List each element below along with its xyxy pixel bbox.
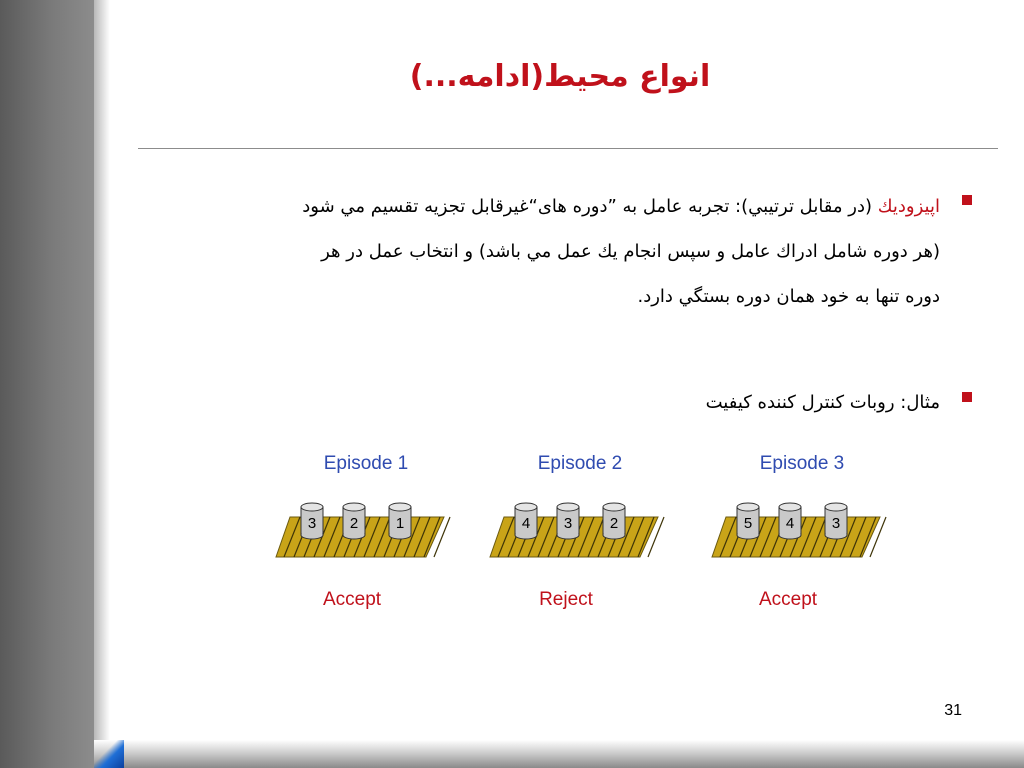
title-divider [138, 148, 998, 149]
cylinder-part [825, 503, 847, 539]
cylinder-part [301, 503, 323, 539]
bullet-1-line-1-text: (در مقابل ترتيبي): تجربه عامل به ”دوره هاى“غيرقابل تجزيه تقسيم مي شود [302, 196, 878, 217]
episode-3-result: Accept [758, 589, 818, 610]
episode-3-conveyor [708, 495, 888, 565]
cylinder-number: 3 [563, 515, 573, 532]
cylinder-part [737, 503, 759, 539]
corner-accent [94, 740, 124, 768]
episode-2-label: Episode 2 [537, 453, 623, 474]
cylinder-number: 4 [785, 515, 795, 532]
bullet-1-highlight: اپيزوديك [877, 196, 940, 217]
episode-1-conveyor [272, 495, 452, 565]
bottom-decorative-bar [94, 740, 1024, 768]
cylinder-part [557, 503, 579, 539]
slide-title: انواع محيط(ادامه...) [409, 59, 711, 94]
bullet-marker-1 [962, 195, 972, 205]
left-decorative-bar [0, 0, 94, 768]
cylinder-part [515, 503, 537, 539]
cylinder-number: 2 [349, 515, 359, 532]
cylinder-part [779, 503, 801, 539]
bullet-2-text: مثال: روبات كنترل كننده كيفيت [705, 392, 940, 413]
episode-2-conveyor [486, 495, 666, 565]
episode-3-label: Episode 3 [759, 453, 845, 474]
cylinder-number: 3 [831, 515, 841, 532]
page-number: 31 [944, 702, 962, 719]
episode-1-result: Accept [322, 589, 382, 610]
bullet-1-line-1 [130, 184, 940, 229]
left-bar-shadow [94, 0, 110, 768]
cylinder-number: 5 [743, 515, 753, 532]
cylinder-number: 3 [307, 515, 317, 532]
cylinder-number: 4 [521, 515, 531, 532]
cylinder-part [389, 503, 411, 539]
bullet-1-line-3: دوره تنها به خود همان دوره بستگي دارد. [637, 286, 940, 307]
cylinder-part [343, 503, 365, 539]
cylinder-number: 1 [395, 515, 405, 532]
episode-2-result: Reject [539, 589, 593, 610]
bullet-marker-2 [962, 392, 972, 402]
bullet-1-text [130, 184, 940, 319]
bullet-1-line-2: (هر دوره شامل ادراك عامل و سپس انجام يك عمل مي باشد) و انتخاب عمل در هر [321, 241, 940, 262]
cylinder-number: 2 [609, 515, 619, 532]
episode-1-label: Episode 1 [323, 453, 409, 474]
cylinder-part [603, 503, 625, 539]
